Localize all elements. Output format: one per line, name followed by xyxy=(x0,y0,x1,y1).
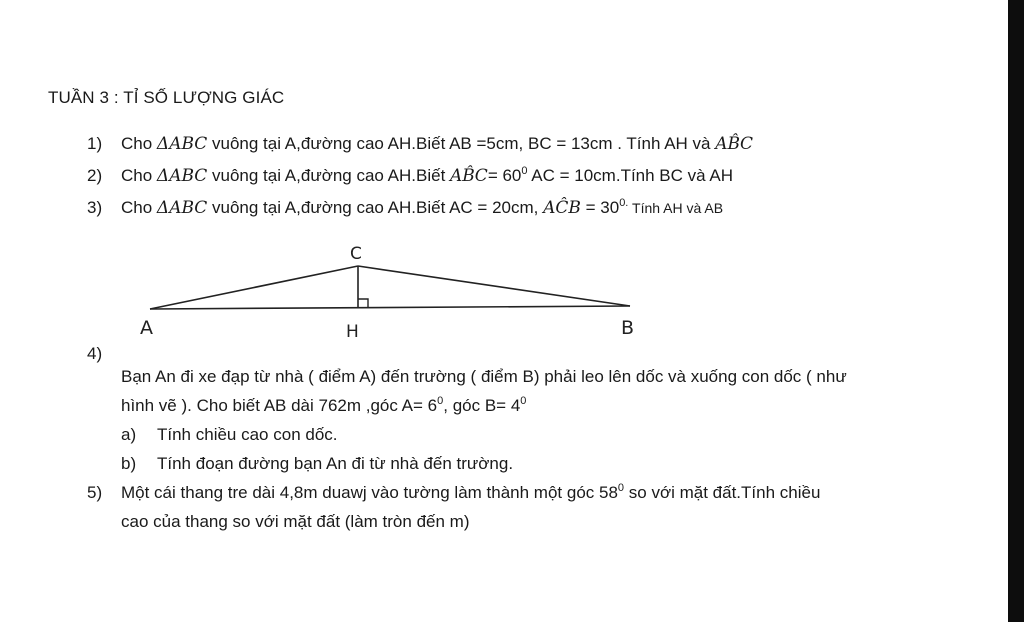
segment-AC xyxy=(150,266,358,309)
problem-4-number: 4) xyxy=(87,344,103,363)
problem-3-part-d: Tính AH và AB xyxy=(628,200,724,216)
problem-2-angle: AB̂C xyxy=(450,166,488,186)
problem-4b-text: Tính đoạn đường bạn An đi từ nhà đến trường. xyxy=(157,454,514,473)
problem-3-triangle: ΔABC xyxy=(156,198,208,218)
problem-4-degree-a: 0 xyxy=(437,395,444,407)
problem-2-part-a: Cho xyxy=(121,166,157,185)
problem-5-line-1a: Một cái thang tre dài 4,8m duawj vào tường làm thành một góc 58 xyxy=(121,483,618,502)
problem-1-part-b: vuông tại A,đường cao AH.Biết AB =5cm, BC = 13cm . Tính AH và xyxy=(207,134,716,153)
problem-4a-text: Tính chiều cao con dốc. xyxy=(157,425,338,444)
problem-1-part-a: Cho xyxy=(121,134,157,153)
problem-2-part-d: AC = 10cm.Tính BC và AH xyxy=(527,166,734,185)
problem-5-line-1 xyxy=(121,483,820,503)
problem-3-degree: 0. xyxy=(619,197,629,209)
problem-2-part-c: = 60 xyxy=(487,166,522,185)
label-H: H xyxy=(346,322,359,342)
label-A: A xyxy=(140,317,153,339)
problem-4a-label: a) xyxy=(121,425,137,444)
problem-4-line-2b: , góc B= 4 xyxy=(443,396,521,415)
problem-3-part-b: vuông tại A,đường cao AH.Biết AC = 20cm, xyxy=(207,198,544,217)
segment-AB xyxy=(150,306,630,309)
problem-5-number: 5) xyxy=(87,483,103,502)
problem-4-degree-b: 0 xyxy=(520,395,527,407)
problem-4-line-2 xyxy=(121,396,526,416)
page-title: TUẦN 3 : TỈ SỐ LƯỢNG GIÁC xyxy=(48,88,285,107)
problem-2-triangle: ΔABC xyxy=(156,166,208,186)
problem-1-number: 1) xyxy=(87,134,103,153)
problem-4-line-1: Bạn An đi xe đạp từ nhà ( điểm A) đến trường ( điểm B) phải leo lên dốc và xuống con dốc ( như xyxy=(121,367,847,386)
problem-2-degree: 0 xyxy=(521,165,528,177)
problem-3-part-c: = 30 xyxy=(580,198,620,217)
problem-4-line-2a: hình vẽ ). Cho biết AB dài 762m ,góc A= 6 xyxy=(121,396,438,415)
problem-3-part-a: Cho xyxy=(121,198,157,217)
label-B: B xyxy=(621,317,635,339)
problem-3-number: 3) xyxy=(87,198,103,217)
problem-5-line-2: cao của thang so với mặt đất (làm tròn đến m) xyxy=(121,512,470,531)
label-C: C xyxy=(350,244,362,264)
problem-5-line-1b: so với mặt đất.Tính chiều xyxy=(624,483,821,502)
problem-3-angle: AĈB xyxy=(543,198,581,218)
problem-2-part-b: vuông tại A,đường cao AH.Biết xyxy=(207,166,451,185)
problem-5-degree: 0 xyxy=(617,482,625,494)
problem-2-number: 2) xyxy=(87,166,103,185)
right-angle-mark xyxy=(358,299,368,308)
segment-CB xyxy=(358,266,630,306)
problem-4b-label: b) xyxy=(121,454,137,473)
problem-1-triangle: ΔABC xyxy=(156,134,208,154)
problem-1-angle: AB̂C xyxy=(715,134,754,154)
